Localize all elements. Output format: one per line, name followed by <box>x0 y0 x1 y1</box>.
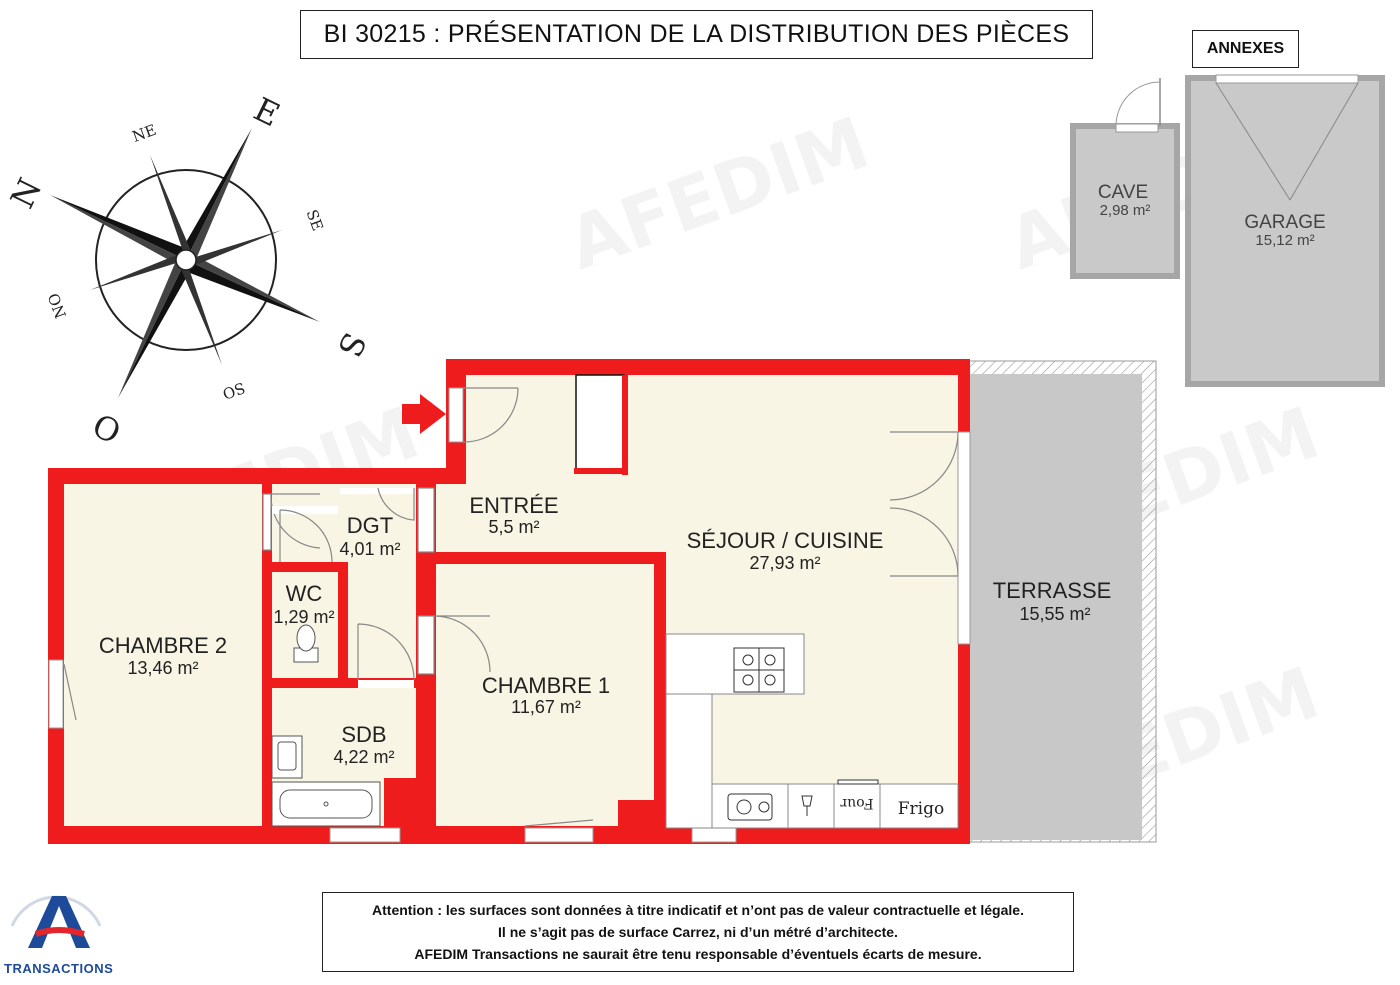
compass-e-label: E <box>247 89 286 135</box>
compass-ne-label: NE <box>129 120 159 146</box>
garage-label: GARAGE <box>1244 212 1326 233</box>
compass-n-label: N <box>2 172 50 215</box>
entry-cupboard <box>574 375 628 475</box>
disclaimer-box <box>322 892 1074 972</box>
garage-area: 15,12 m² <box>1255 232 1315 249</box>
compass-rose <box>3 90 374 451</box>
wc-label: WC <box>285 581 323 606</box>
chambre1-area: 11,67 m² <box>511 697 581 717</box>
compass-no-label: NO <box>44 290 71 321</box>
compass-so-label: SO <box>220 378 248 404</box>
dgt-label: DGT <box>346 513 394 538</box>
annexes-heading: ANNEXES <box>1192 30 1299 68</box>
disclaimer-line-1: Attention : les surfaces sont données à titre indicatif et n’ont pas de valeur contractuelle et légale. <box>372 902 1024 918</box>
wc-area: 1,29 m² <box>273 607 335 627</box>
page-title: BI 30215 : PRÉSENTATION DE LA DISTRIBUTION DES PIÈCES <box>300 10 1093 59</box>
compass-se-label: SE <box>302 207 327 234</box>
apartment-floor <box>58 367 958 834</box>
disclaimer-line-3: AFEDIM Transactions ne saurait être tenu responsable d’éventuels écarts de mesure. <box>414 946 982 962</box>
cave-label: CAVE <box>1097 182 1149 203</box>
logo-wordmark: TRANSACTIONS <box>4 961 114 976</box>
svg-text:AFEDIM <box>557 100 879 286</box>
entree-label: ENTRÉE <box>469 493 559 518</box>
chambre2-label: CHAMBRE 2 <box>98 633 228 658</box>
oven-label: Four <box>840 795 874 811</box>
compass-o-label: O <box>87 405 128 451</box>
sdb-label: SDB <box>341 722 387 747</box>
chambre2-area: 13,46 m² <box>127 658 199 678</box>
afedim-logo <box>12 896 100 948</box>
garage-annex <box>1188 75 1382 384</box>
terrasse-area: 15,55 m² <box>1019 604 1091 624</box>
cave-annex <box>1073 78 1177 276</box>
sdb-area: 4,22 m² <box>333 747 395 767</box>
fridge-label: Frigo <box>897 799 945 819</box>
disclaimer-line-2: Il ne s’agit pas de surface Carrez, ni d’un métré d’architecte. <box>498 924 898 940</box>
terrasse-label: TERRASSE <box>992 578 1112 603</box>
chambre1-label: CHAMBRE 1 <box>481 673 611 698</box>
cave-area: 2,98 m² <box>1099 202 1151 219</box>
sejour-label: SÉJOUR / CUISINE <box>686 528 884 553</box>
entree-area: 5,5 m² <box>488 517 540 537</box>
compass-s-label: S <box>330 326 374 364</box>
sejour-area: 27,93 m² <box>749 553 821 573</box>
dgt-area: 4,01 m² <box>339 539 401 559</box>
